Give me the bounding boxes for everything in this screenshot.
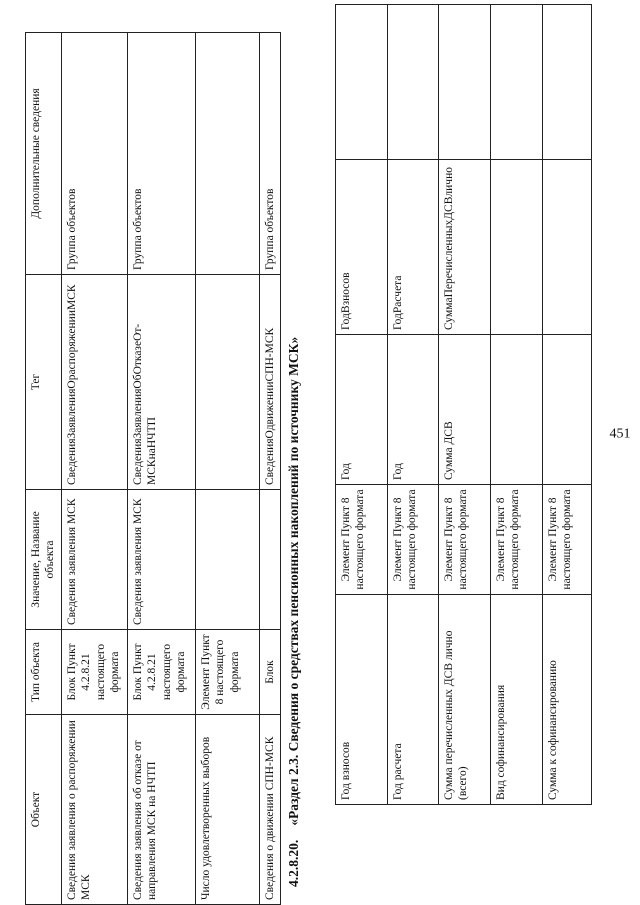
cell-value: Год — [388, 335, 439, 485]
cell-object: Год взносов — [336, 595, 388, 805]
section-title-text: «Раздел 2.3. Сведения о средствах пенсионных накоплений по источнику МСК» — [286, 336, 301, 826]
header-value: Значение, Название объекта — [26, 490, 62, 630]
cell-object: Сумма к софинансированию — [543, 595, 592, 805]
cell-extra — [491, 5, 543, 160]
cell-object: Сведения о движении СПН-МСК — [259, 715, 280, 905]
cell-value — [491, 335, 543, 485]
cell-object: Сумма перечисленных ДСВ лично (всего) — [439, 595, 491, 805]
cell-tag: СведенияОдвиженииСПН-МСК — [259, 275, 280, 490]
header-extra: Дополнительные сведения — [26, 33, 62, 275]
cell-object: Сведения заявления о распоряжении МСК — [61, 715, 127, 905]
cell-tag: СуммаПеречисленныхДСВлично — [439, 160, 491, 335]
section-number: 4.2.8.20. — [286, 839, 301, 887]
table-row — [195, 33, 259, 905]
table-header-row — [26, 33, 62, 905]
cell-value — [259, 490, 280, 630]
cell-object: Число удовлетворенных выборов — [195, 715, 259, 905]
cell-extra — [543, 5, 592, 160]
table-row — [127, 33, 195, 905]
header-tag: Тег — [26, 275, 62, 490]
cell-value: Сумма ДСВ — [439, 335, 491, 485]
cell-tag: СведенияЗаявленияОбОтказеОтМСКнаНЧТП — [127, 275, 195, 490]
cell-extra: Группа объектов — [127, 33, 195, 275]
cell-tag: ГодРасчета — [388, 160, 439, 335]
cell-extra — [388, 5, 439, 160]
cell-tag: СведенияЗаявленияОраспоряженииМСК — [61, 275, 127, 490]
table-row — [543, 5, 592, 805]
cell-type: Элемент Пункт 8 настоящего формата — [388, 485, 439, 595]
cell-type: Элемент Пункт 8 настоящего формата — [195, 630, 259, 715]
cell-extra: Группа объектов — [259, 33, 280, 275]
cell-type: Элемент Пункт 8 настоящего формата — [439, 485, 491, 595]
table-row — [259, 33, 280, 905]
cell-type: Элемент Пункт 8 настоящего формата — [336, 485, 388, 595]
table-row — [336, 5, 388, 805]
page-number: 451 — [609, 426, 631, 442]
table-row — [491, 5, 543, 805]
cell-extra — [195, 33, 259, 275]
table-section-2-3 — [25, 32, 281, 905]
cell-value: Сведения заявления МСК — [127, 490, 195, 630]
cell-tag — [543, 160, 592, 335]
cell-type: Блок — [259, 630, 280, 715]
cell-tag: ГодВзносов — [336, 160, 388, 335]
cell-type: Блок Пункт 4.2.8.21 настоящего формата — [127, 630, 195, 715]
cell-object: Год расчета — [388, 595, 439, 805]
cell-value: Год — [336, 335, 388, 485]
header-type: Тип объекта — [26, 630, 62, 715]
section-heading — [286, 337, 302, 887]
cell-tag — [195, 275, 259, 490]
table-row — [439, 5, 491, 805]
cell-value — [543, 335, 592, 485]
cell-tag — [491, 160, 543, 335]
table-row — [61, 33, 127, 905]
cell-type: Блок Пункт 4.2.8.21 настоящего формата — [61, 630, 127, 715]
header-object: Объект — [26, 715, 62, 905]
cell-type: Элемент Пункт 8 настоящего формата — [543, 485, 592, 595]
cell-value: Сведения заявления МСК — [61, 490, 127, 630]
cell-type: Элемент Пункт 8 настоящего формата — [491, 485, 543, 595]
cell-object: Вид софинансирования — [491, 595, 543, 805]
cell-object: Сведения заявления об отказе от направления МСК на НЧТП — [127, 715, 195, 905]
table-continuation — [335, 4, 592, 805]
cell-extra — [336, 5, 388, 160]
cell-value — [195, 490, 259, 630]
cell-extra — [439, 5, 491, 160]
cell-extra: Группа объектов — [61, 33, 127, 275]
table-row — [388, 5, 439, 805]
